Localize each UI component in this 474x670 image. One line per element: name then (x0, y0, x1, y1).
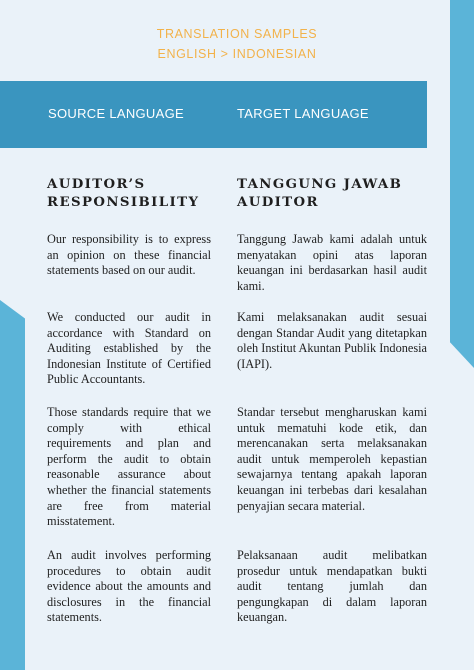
source-title-line2: RESPONSIBILITY (47, 195, 200, 210)
source-paragraph-1: Our responsibility is to express an opinion on these financial statements based on our audit. (47, 232, 211, 278)
target-title-line1: TANGGUNG JAWAB (237, 177, 403, 192)
target-paragraph-3: Standar tersebut mengharuskan kami untuk mematuhi kode etik, dan merencanakan serta melaksanakan audit untuk memperoleh kepastian sewajarnya tentang apakah laporan keuangan ini terbebas dari kesalahan penyajian secara material. (237, 405, 427, 513)
header-title-line1: TRANSLATION SAMPLES (156, 27, 318, 41)
header-title-line2: ENGLISH > INDONESIAN (157, 47, 317, 61)
target-column (237, 176, 427, 625)
target-language-label: TARGET LANGUAGE (237, 106, 369, 121)
source-paragraph-2: We conducted our audit in accordance with Standard on Auditing established by the Indonesian Institute of Certified Public Accountants. (47, 310, 211, 387)
source-column (47, 176, 211, 625)
target-title-line2: AUDITOR (237, 195, 319, 210)
target-paragraph-2: Kami melaksanakan audit sesuai dengan Standar Audit yang ditetapkan oleh Institut Akuntan Publik Indonesia (IAPI). (237, 310, 427, 371)
target-paragraph-4: Pelaksanaan audit melibatkan prosedur untuk mendapatkan bukti audit tentang jumlah dan pengungkapan di dalam laporan keuangan. (237, 548, 427, 625)
source-paragraph-4: An audit involves performing procedures to obtain audit evidence about the amounts and disclosures in the financial statements. (47, 548, 211, 625)
source-title-line1: AUDITOR’S (47, 177, 146, 192)
source-paragraph-3: Those standards require that we comply with ethical requirements and plan and perform the audit to obtain reasonable assurance about whether the financial statements are free from material misstatement. (47, 405, 211, 529)
target-paragraph-1: Tanggung Jawab kami adalah untuk menyatakan opini atas laporan keuangan ini berdasarkan hasil audit kami. (237, 232, 427, 293)
source-language-label: SOURCE LANGUAGE (48, 106, 184, 121)
decorative-left-stripe (0, 300, 25, 670)
source-title (47, 176, 211, 232)
language-header-band (0, 81, 427, 148)
target-title (237, 176, 427, 232)
